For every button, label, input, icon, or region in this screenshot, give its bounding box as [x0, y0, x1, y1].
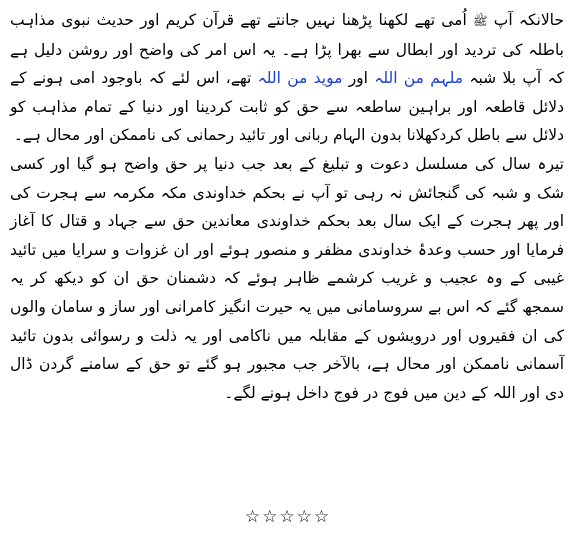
- highlighted-phrase-mulham: ملہم من اللہ: [374, 69, 464, 88]
- highlighted-phrase-muayyad: موید من اللہ: [257, 69, 343, 88]
- paragraph-1: [10, 6, 564, 150]
- paragraph-1-text-b: اُمی تھے لکھنا پڑھنا نہیں جانتے تھے قرآن کریم اور حدیث نبوی مذاہب باطلہ کی تردید اور ابطال سے بھرا پڑا ہے۔ یہ اس امر کی واضح اور روشن دلیل ہے کہ آپ بلا شبہ: [10, 11, 564, 88]
- paragraph-1-text-a: حالانکہ آپ: [487, 11, 564, 29]
- paragraph-2: تیرہ سال کی مسلسل دعوت و تبلیغ کے بعد جب دنیا پر حق واضح ہو گیا اور کسی شک و شبہ کی گنجائش نہ رہی تو آپ نے بحکم خداوندی مکہ مکرمہ سے ہجرت کی اور پھر ہجرت کے ایک سال بعد بحکم خداوندی معاندین حق سے جہاد و قتال کا آغاز فرمایا اور حسب وعدۂ خداوندی مظفر و منصور ہوئے اور ان غزوات و سرایا میں تائید غیبی کے وہ عجیب و غریب کرشمے ظاہر ہوئے کہ دشمنان حق ان کو دیکھ کر یہ سمجھ گئے کہ اس بے سروسامانی میں یہ حیرت انگیز کامرانی اور ساز و سامان والوں کی ان فقیروں اور درویشوں کے مقابلہ میں ناکامی اور یہ ذلت و رسوائی بدون تائید آسمانی ناممکن اور محال ہے، بالآخر جب مجبور ہو گئے تو حق کے سامنے گردن ڈال دی اور اللہ کے دین میں فوج در فوج داخل ہونے لگے۔: [10, 154, 564, 402]
- salutation-symbol: ﷺ: [473, 14, 488, 28]
- paragraph-1-text-d: تھے، اس لئے کہ باوجود امی ہونے کے دلائل قاطعہ اور براہین ساطعہ سے حق کو ثابت کردینا اور دنیا کے تمام مذاہب کو دلائل سے باطل کردکھلانا بدون الہام ربانی اور تائید رحمانی کی ناممکن اور محال ہے۔: [10, 69, 564, 145]
- star-separator: ☆☆☆☆☆: [244, 507, 332, 527]
- paragraph-1-text-c: اور: [342, 69, 375, 88]
